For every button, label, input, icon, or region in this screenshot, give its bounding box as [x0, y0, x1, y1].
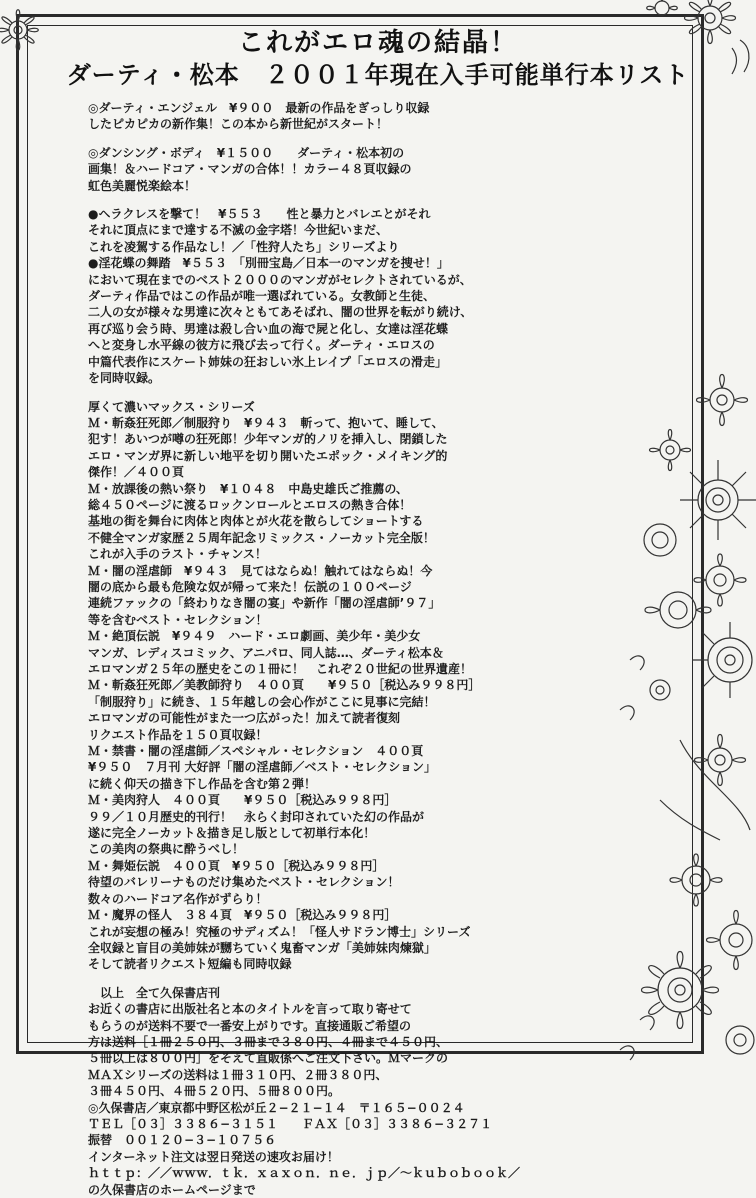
- text-line: 方は送料［１冊２５０円、３冊まで３８０円、４冊まで４５０円、: [88, 1034, 449, 1049]
- text-line: Ｍ・魔界の怪人 ３８４頁 ¥９５０［税込み９９８円］: [88, 908, 397, 923]
- postal-transfer: 振替 ００１２０−３−１０７５６: [88, 1133, 277, 1148]
- text-line: エロマンガ２５年の歴史をこの１冊に！ これぞ２０世紀の世界遺産！: [88, 662, 473, 676]
- text-line: ◎ダンシング・ボディ ¥１５００ ダーティ・松本初の: [88, 145, 405, 160]
- text-line: 画集！＆ハードコア・マンガの合体！！カラー４８頁収録の: [88, 162, 412, 177]
- publisher-address: ◎久保書店／東京都中野区松が丘２−２１−１４ 〒１６５−００２４: [88, 1100, 465, 1115]
- text-line: Ｍ・斬姦狂死郎／制服狩り ¥９４３ 斬って、抱いて、睡して、: [88, 415, 444, 430]
- book-list: [88, 100, 668, 1198]
- text-line: 総４５０ページに渡るロックンロールとエロスの熱き合体！: [88, 497, 412, 512]
- text-line: ¥９５０ ７月刊 大好評「闇の淫虐師／ベスト・セレクション」: [88, 760, 437, 775]
- text-line: 二人の女が様々な男達に次々ともてあそばれ、闇の世界を転がり続け、: [88, 305, 473, 320]
- text-line: マンガ、レディスコミック、アニパロ、同人誌…、ダーティ松本＆: [88, 645, 444, 660]
- text-line: Ｍ・斬姦狂死郎／美教師狩り ４００頁 ¥９５０［税込み９９８円］: [88, 678, 481, 693]
- text-line: ●ヘラクレスを撃て！ ¥５５３ 性と暴力とバレエとがそれ: [88, 207, 431, 222]
- block-dancing-body: [88, 145, 668, 194]
- text-line: に続く仰天の描き下し作品を含む第２弾！: [88, 776, 317, 791]
- text-line: リクエスト作品を１５０頁収録！: [88, 727, 268, 742]
- text-line: 「制服狩り」に続き、１５年越しの会心作がここに見事に完結！: [88, 694, 436, 709]
- text-line: 不健全マンガ家歴２５周年記念リミックス・ノーカット完全版！: [88, 530, 435, 545]
- text-line: の久保書店のホームページまで: [88, 1182, 256, 1197]
- text-line: 全収録と盲目の美姉妹が嬲ちていく鬼畜マンガ「美姉妹肉煉獄」: [88, 940, 436, 955]
- text-line: ダーティ作品ではこの作品が唯一選ばれている。女教師と生徒、: [88, 289, 436, 304]
- text-line: 連続ファックの「終わりなき闇の宴」や新作「闇の淫虐師’９７」: [88, 596, 441, 611]
- text-line: そして読者リクエスト短編も同時収録: [88, 957, 292, 972]
- text-line: 待望のバレリーナものだけ集めたベスト・セレクション！: [88, 875, 400, 890]
- page-subtitle: ダーティ・松本 ２００１年現在入手可能単行本リスト: [66, 61, 690, 89]
- text-line: Ｍ・闇の淫虐師 ¥９４３ 見てはならぬ！触れてはならぬ！今: [88, 563, 433, 578]
- text-line: Ｍ・舞姫伝説 ４００頁 ¥９５０［税込み９９８円］: [88, 858, 385, 873]
- text-line: これが妄想の極み！究極のサディズム！「怪人サドラン博士」シリーズ: [88, 924, 471, 939]
- phone-fax: ＴＥＬ［０３］３３８６−３１５１ ＦＡＸ［０３］３３８６−３２７１: [88, 1116, 493, 1131]
- text-line: ５冊以上は８００円］をそえて直販係へご注文下さい。Ｍマークの: [88, 1051, 449, 1066]
- text-line: 中篇代表作にスケート姉妹の狂おしい氷上レイプ「エロスの滑走」: [88, 354, 448, 369]
- homepage-url[interactable]: ｈｔｔｐ：／／ｗｗｗ．ｔｋ．ｘａｘｏｎ．ｎｅ．ｊｐ／〜ｋｕｂｏｂｏｏｋ／: [88, 1166, 521, 1181]
- text-line: それに頂点にまで達する不滅の金字塔！今世紀いまだ、: [88, 223, 389, 238]
- text-line: 再び巡り会う時、男達は殺し合い血の海で屍と化し、女達は淫花蝶: [88, 321, 449, 336]
- block-ordering-info: [88, 985, 668, 1198]
- text-line: Ｍ・絶頂伝説 ¥９４９ ハード・エロ劇画、美少年・美少女: [88, 629, 421, 644]
- text-line: お近くの書店に出版社名と本のタイトルを言って取り寄せて: [88, 1002, 412, 1017]
- text-line: これが入手のラスト・チャンス！: [88, 547, 267, 562]
- text-line: 等を含むベスト・セレクション！: [88, 612, 268, 627]
- text-line: において現在までのベスト２０００のマンガがセレクトされているが、: [88, 272, 472, 287]
- text-line: 厚くて濃いマックス・シリーズ: [88, 399, 255, 414]
- text-line: インターネット注文は翌日発送の速攻お届け！: [88, 1149, 339, 1164]
- text-line: 犯す！あいつが噂の狂死郎！少年マンガ的ノリを挿入し、閉鎖した: [88, 432, 448, 447]
- text-line: ◎ダーティ・エンジェル ¥９００ 最新の作品をぎっしり収録: [88, 101, 430, 115]
- text-line: もらうのが送料不要で一番安上がりです。直接通販ご希望の: [88, 1018, 412, 1033]
- text-line: ９９／１０月歴史的刊行！ 永らく封印されていた幻の作品が: [88, 809, 425, 824]
- text-line: エロ・マンガ界に新しい地平を切り開いたエポック・メイキング的: [88, 448, 448, 463]
- text-line: 虹色美麗悦楽絵本！: [88, 178, 197, 193]
- page-title: これがエロ魂の結晶！: [237, 28, 518, 58]
- text-line: ●淫花蝶の舞踏 ¥５５３ 「別冊宝島／日本一のマンガを捜せ！」: [88, 256, 449, 271]
- text-line: Ｍ・放課後の熱い祭り ¥１０４８ 中島史雄氏ご推薦の、: [88, 481, 408, 496]
- text-line: これを凌駕する作品なし！／「性狩人たち」シリーズより: [88, 239, 400, 254]
- text-line: 遂に完全ノーカット＆描き足し版として初単行本化！: [88, 826, 376, 841]
- block-dirty-angel: [88, 100, 668, 133]
- text-line: へと変身し水平線の彼方に飛び去って行く。ダーティ・エロスの: [88, 338, 435, 353]
- text-line: を同時収録。: [88, 371, 161, 386]
- block-max-series: [88, 399, 668, 973]
- text-line: ３冊４５０円、４冊５２０円、５冊８００円。: [88, 1084, 341, 1099]
- text-line: 数々のハードコア名作がずらり！: [88, 891, 268, 906]
- text-line: この美肉の祭典に酔うべし！: [88, 842, 245, 857]
- text-line: 基地の街を舞台に肉体と肉体とが火花を散らしてショートする: [88, 514, 424, 529]
- text-line: ＭＡＸシリーズの送料は１冊３１０円、２冊３８０円、: [88, 1067, 388, 1082]
- text-line: Ｍ・禁書・闇の淫虐師／スペシャル・セレクション ４００頁: [88, 744, 424, 759]
- text-line: 傑作！／４００頁: [88, 465, 185, 480]
- text-line: エロマンガの可能性がまた一つ広がった！加えて読者復刻: [88, 711, 401, 726]
- text-line: したピカピカの新作集！この本から新世紀がスタート！: [88, 117, 389, 132]
- text-line: 闇の底から最も危険な奴が帰って来た！伝説の１００ページ: [88, 579, 412, 594]
- text-line: 以上 全て久保書店刊: [88, 985, 221, 1000]
- block-paperbacks: [88, 206, 668, 386]
- text-line: Ｍ・美肉狩人 ４００頁 ¥９５０［税込み９９８円］: [88, 793, 397, 808]
